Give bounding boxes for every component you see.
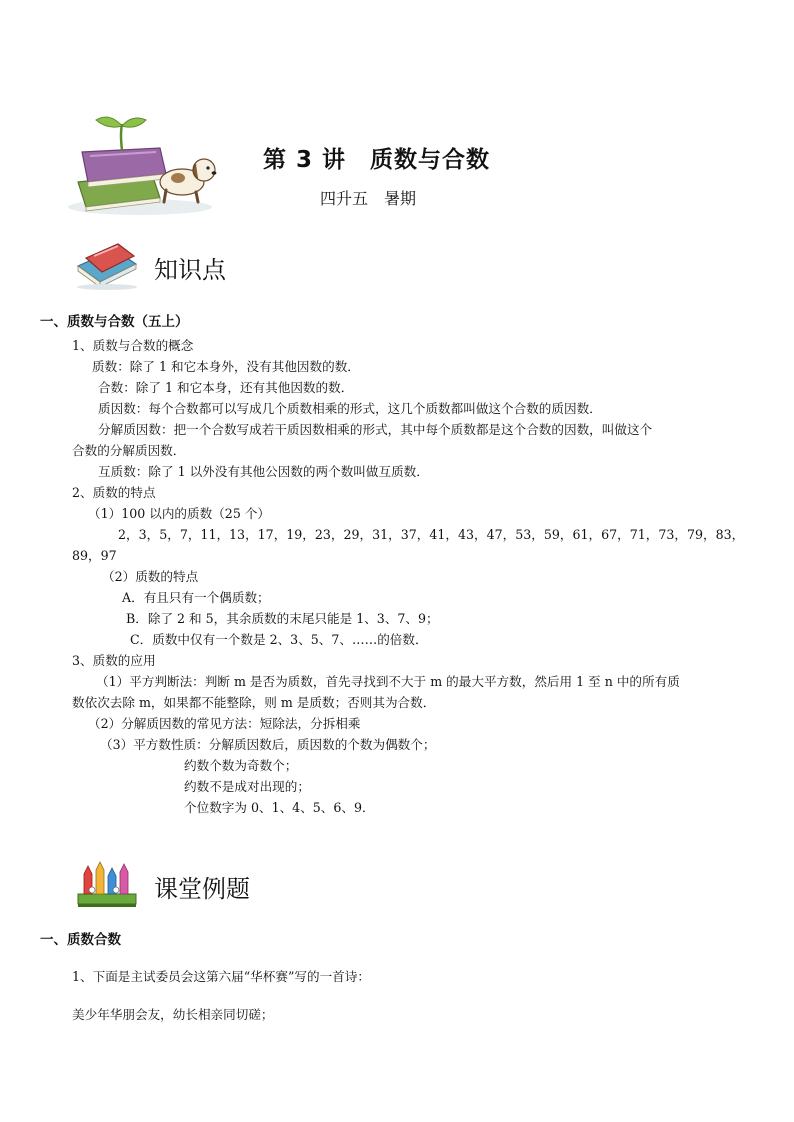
knowledge-part1-title: 一、质数与合数（五上）: [40, 314, 189, 330]
s1-line: 质因数：每个合数都可以写成几个质数相乘的形式，这几个质数都叫做这个合数的质因数．: [98, 401, 602, 416]
s2-sub2: （2）质数的特点: [102, 569, 199, 584]
s1-line: 互质数：除了 1 以外没有其他公因数的两个数叫做互质数．: [98, 464, 429, 479]
s3-line: 数依次去除 m，如果都不能整除，则 m 是质数；否则其为合数．: [72, 695, 436, 710]
s3-line: 约数个数为奇数个；: [184, 758, 298, 773]
prime-list-line: 2，3，5，7，11，13，17，19，23，29，31，37，41，43，47，53，59，61，67，71，73，79，83，: [118, 527, 745, 542]
s3-line: （1）平方判断法：判断 m 是否为质数，首先寻找到不大于 m 的最大平方数，然后用 1 至 n 中的所有质: [96, 674, 680, 689]
feature-item: B．除了 2 和 5，其余质数的末尾只能是 1、3、7、9；: [126, 611, 439, 626]
s3-line: 个位数字为 0、1、4、5、6、9．: [184, 800, 375, 815]
s3-line: （3）平方数性质：分解质因数后，质因数的个数为偶数个；: [100, 737, 436, 752]
s3-line: 约数不是成对出现的；: [184, 779, 310, 794]
examples-part1-title: 一、质数合数: [40, 932, 121, 948]
books-and-dog-illustration: [60, 112, 220, 217]
s1-line: 合数：除了 1 和它本身，还有其他因数的数．: [98, 380, 354, 395]
s1-line: 分解质因数：把一个合数写成若干质因数相乘的形式，其中每个质数都是这个合数的因数，叫做这个: [98, 422, 653, 437]
feature-item: A．有且只有一个偶质数；: [122, 590, 270, 605]
feature-item: C．质数中仅有一个数是 2、3、5、7、……的倍数．: [130, 632, 428, 647]
knowledge-heading: 知识点: [154, 256, 226, 284]
s1-line: 质数：除了 1 和它本身外，没有其他因数的数．: [92, 359, 360, 374]
lesson-title: 第 3 讲 质数与合数: [263, 147, 491, 173]
s3-title: 3、质数的应用: [72, 653, 156, 668]
s3-line: （2）分解质因数的常见方法：短除法，分拆相乘: [88, 716, 361, 731]
prime-list-line: 89，97: [72, 548, 117, 563]
book-stack-icon: [74, 240, 140, 290]
examples-heading: 课堂例题: [154, 875, 250, 903]
pencils-icon: [74, 860, 140, 910]
s2-sub1: （1）100 以内的质数（25 个）: [88, 506, 271, 521]
s1-title: 1、质数与合数的概念: [72, 338, 194, 353]
s1-line: 合数的分解质因数．: [72, 443, 186, 458]
question-1: 1、下面是主试委员会这第六届“华杯赛”写的一首诗：: [72, 969, 370, 984]
poem-line: 美少年华朋会友，幼长相亲同切磋；: [72, 1007, 274, 1022]
s2-title: 2、质数的特点: [72, 485, 156, 500]
lesson-subtitle: 四升五 暑期: [320, 189, 417, 208]
